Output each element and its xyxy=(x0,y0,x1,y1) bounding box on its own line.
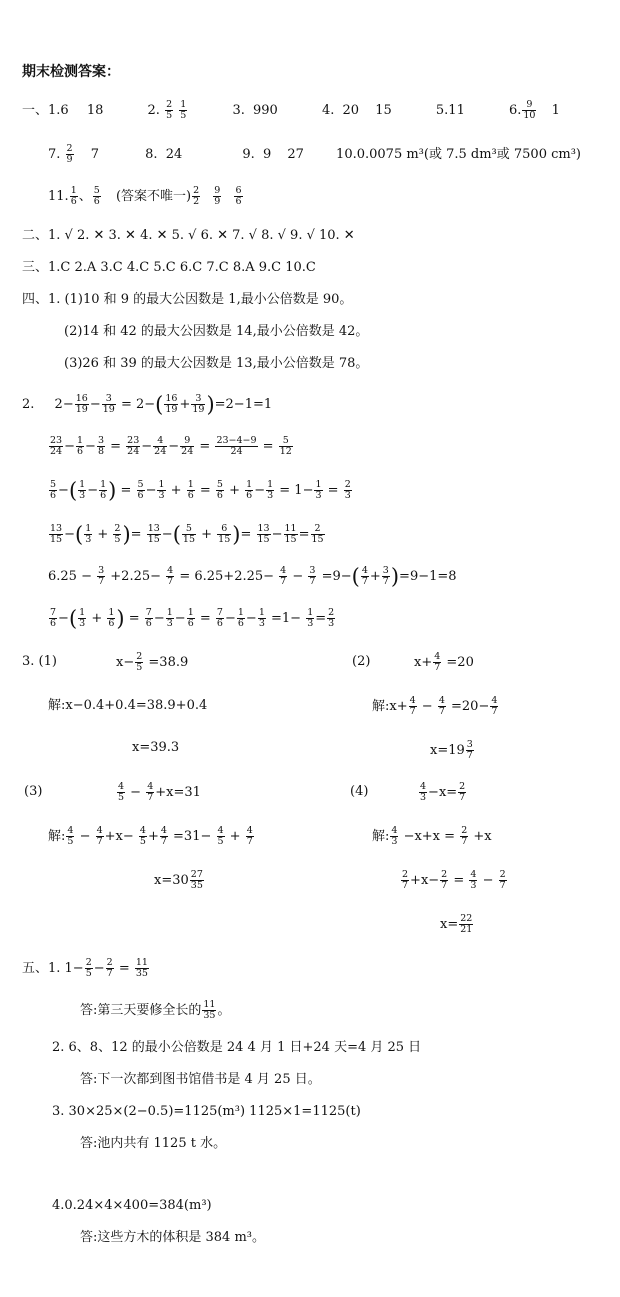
fraction: $\frac{4}{7}$ xyxy=(96,825,103,847)
fraction: $\frac{2}{5}$ xyxy=(114,523,121,545)
fraction: $\frac{4}{7}$ xyxy=(491,695,498,717)
section-5-answer-4: 答:这些方木的体积是 384 m³。 xyxy=(80,1230,265,1245)
fraction: $\frac{1}{6}$ xyxy=(77,435,84,457)
fraction: $\frac{3}{7}$ xyxy=(466,739,473,761)
fraction: $\frac{23}{24}$ xyxy=(127,435,140,457)
fraction: $\frac{6}{15}$ xyxy=(218,523,231,545)
fraction: $\frac{2}{7}$ xyxy=(499,869,506,891)
fraction: $\frac{2}{5}$ xyxy=(136,651,143,673)
parenthesis: ) xyxy=(108,478,117,503)
fraction: $\frac{2}{7}$ xyxy=(106,957,113,979)
eq2-label: (2) xyxy=(352,654,371,669)
fraction: $\frac{1}{6}$ xyxy=(237,607,244,629)
fraction: $\frac{1}{6}$ xyxy=(187,479,194,501)
parenthesis: ) xyxy=(390,564,400,589)
fraction: $\frac{2}{7}$ xyxy=(461,825,468,847)
fraction: $\frac{9}{24}$ xyxy=(181,435,194,457)
fraction: $\frac{2}{7}$ xyxy=(459,781,466,803)
eq1-step-1: 解:x−0.4+0.4=38.9+0.4 xyxy=(48,698,208,713)
fraction: $\frac{2}{3}$ xyxy=(328,607,335,629)
eq4-label: (4) xyxy=(350,784,369,799)
fraction: $\frac{7}{6}$ xyxy=(216,607,223,629)
section-5-answer-1: 答:第三天要修全长的 $\frac{11}{35}$ 。 xyxy=(80,999,231,1021)
section-5-answer-3: 答:池内共有 1125 t 水。 xyxy=(80,1136,227,1151)
fraction: $\frac{3}{8}$ xyxy=(97,435,104,457)
fraction: $\frac{13}{15}$ xyxy=(50,523,63,545)
fraction: $\frac{13}{15}$ xyxy=(257,523,270,545)
fraction: $\frac{16}{19}$ xyxy=(165,393,178,415)
fraction: $\frac{23-4-9}{24}$ xyxy=(216,435,257,457)
parenthesis: ( xyxy=(75,522,84,547)
parenthesis: ( xyxy=(68,606,78,631)
fraction: $\frac{2}{7}$ xyxy=(402,869,409,891)
fraction: $\frac{4}{5}$ xyxy=(217,825,224,847)
fraction: $\frac{11}{35}$ xyxy=(135,957,148,979)
fraction: $\frac{4}{7}$ xyxy=(160,825,167,847)
fraction: $\frac{3}{7}$ xyxy=(382,565,389,587)
fraction: $\frac{4}{7}$ xyxy=(147,781,154,803)
eq3-label: (3) xyxy=(24,784,43,799)
fraction: $\frac{1}{6}$ xyxy=(70,185,77,207)
fraction: $\frac{2}{9}$ xyxy=(66,143,73,165)
parenthesis: ( xyxy=(172,522,181,547)
fraction: $\frac{6}{6}$ xyxy=(235,185,242,207)
section-5-answer-2: 答:下一次都到图书馆借书是 4 月 25 日。 xyxy=(80,1072,321,1087)
fraction: $\frac{2}{15}$ xyxy=(311,523,324,545)
section-4-line-1: 四、1. (1)10 和 9 的最大公因数是 1,最小公倍数是 90。 xyxy=(22,292,353,307)
fraction: $\frac{22}{21}$ xyxy=(460,913,473,935)
fraction: $\frac{9}{10}$ xyxy=(523,99,536,121)
eq3: $\frac{4}{5}$ − $\frac{4}{7}$ +x=31 xyxy=(118,781,201,803)
parenthesis: ( xyxy=(155,392,164,417)
fraction: $\frac{3}{7}$ xyxy=(309,565,316,587)
page-title: 期末检测答案： xyxy=(22,64,120,80)
eq2: x+ $\frac{4}{7}$ =20 xyxy=(414,651,474,673)
fraction: $\frac{4}{5}$ xyxy=(139,825,146,847)
fraction: $\frac{5}{6}$ xyxy=(216,479,223,501)
fraction: $\frac{7}{6}$ xyxy=(145,607,152,629)
fraction: $\frac{27}{35}$ xyxy=(190,869,203,891)
fraction: $\frac{4}{7}$ xyxy=(438,695,445,717)
calc-row-6: $\frac{7}{6}$ −( $\frac{1}{3}$ + $\frac{1}{6}$ ) = $\frac{7}{6}$ − $\frac{1}{3}$ − $\frac{1}{6}$ = $\frac{7}{6}$ − $\frac{1}{6}$ − $\frac{1}{3}$ =1− $\frac{1}{3}$ = $\frac{2}{3}$ xyxy=(50,606,335,631)
fraction: $\frac{3}{19}$ xyxy=(192,393,205,415)
fraction: $\frac{1}{3}$ xyxy=(85,523,92,545)
fraction: $\frac{4}{7}$ xyxy=(246,825,253,847)
fraction: $\frac{16}{19}$ xyxy=(75,393,88,415)
section-1-row-1: 一、1.6 18 2. $\frac{2}{5}$ $\frac{1}{5}$ 3. 990 4. 20 15 5.11 6. $\frac{9}{10}$ 1 xyxy=(22,99,560,121)
fraction: $\frac{23}{24}$ xyxy=(50,435,63,457)
section-1-row-3: 11. $\frac{1}{6}$ 、 $\frac{5}{6}$ (答案不唯一) $\frac{2}{2}$ $\frac{9}{9}$ $\frac{6}{6}$ xyxy=(48,185,242,207)
eq2-step-1: 解:x+ $\frac{4}{7}$ − $\frac{4}{7}$ =20− $\frac{4}{7}$ xyxy=(372,695,498,717)
fraction: $\frac{1}{3}$ xyxy=(79,479,86,501)
fraction: $\frac{11}{35}$ xyxy=(203,999,216,1021)
fraction: $\frac{4}{3}$ xyxy=(470,869,477,891)
fraction: $\frac{1}{3}$ xyxy=(307,607,314,629)
parenthesis: ) xyxy=(232,522,241,547)
fraction: $\frac{2}{3}$ xyxy=(344,479,351,501)
fraction: $\frac{4}{3}$ xyxy=(420,781,427,803)
parenthesis: ( xyxy=(351,564,360,589)
fraction: $\frac{4}{7}$ xyxy=(167,565,174,587)
section-3: 三、1.C 2.A 3.C 4.C 5.C 6.C 7.C 8.A 9.C 10.C xyxy=(22,260,316,275)
eq1-label: 3. (1) xyxy=(22,654,57,669)
fraction: $\frac{1}{3}$ xyxy=(166,607,173,629)
section-5-p2: 2. 6、8、12 的最小公倍数是 24 4 月 1 日+24 天=4 月 25 日 xyxy=(52,1040,422,1055)
calc-row-4: $\frac{13}{15}$ −( $\frac{1}{3}$ + $\frac{2}{5}$ )= $\frac{13}{15}$ −( $\frac{5}{15}$ + $\frac{6}{15}$ )= $\frac{13}{15}$ − $\frac{11}{15}$ = $\frac{2}{15}$ xyxy=(50,522,324,547)
eq4-step-3: x= $\frac{22}{21}$ xyxy=(440,913,473,935)
section-2: 二、1. √ 2. ✕ 3. ✕ 4. ✕ 5. √ 6. ✕ 7. √ 8. √ 9. √ 10. ✕ xyxy=(22,228,355,243)
fraction: $\frac{1}{5}$ xyxy=(180,99,187,121)
calc-row-5: 6.25 − $\frac{3}{7}$ +2.25− $\frac{4}{7}$ = 6.25+2.25− $\frac{4}{7}$ − $\frac{3}{7}$ =9−( $\frac{4}{7}$ + $\frac{3}{7}$ )=9−1=8 xyxy=(48,564,457,589)
fraction: $\frac{13}{15}$ xyxy=(147,523,160,545)
calc-row-1: 2. 2− $\frac{16}{19}$ − $\frac{3}{19}$ = 2−( $\frac{16}{19}$ + $\frac{3}{19}$ )=2−1=1 xyxy=(22,392,273,417)
fraction: $\frac{11}{15}$ xyxy=(284,523,297,545)
fraction: $\frac{3}{19}$ xyxy=(102,393,115,415)
section-5-p4: 4.0.24×4×400=384(m³) xyxy=(52,1198,212,1213)
eq1: x− $\frac{2}{5}$ =38.9 xyxy=(116,651,189,673)
parenthesis: ) xyxy=(116,606,125,631)
fraction: $\frac{4}{24}$ xyxy=(154,435,167,457)
fraction: $\frac{1}{3}$ xyxy=(267,479,274,501)
fraction: $\frac{4}{7}$ xyxy=(361,565,368,587)
fraction: $\frac{7}{6}$ xyxy=(50,607,57,629)
fraction: $\frac{4}{7}$ xyxy=(409,695,416,717)
fraction: $\frac{2}{5}$ xyxy=(166,99,173,121)
fraction: $\frac{1}{3}$ xyxy=(79,607,86,629)
eq4: $\frac{4}{3}$ −x= $\frac{2}{7}$ xyxy=(420,781,466,803)
eq3-step-2: x=30 $\frac{27}{35}$ xyxy=(154,869,203,891)
section-4-line-3: (3)26 和 39 的最大公因数是 13,最小公倍数是 78。 xyxy=(64,356,369,371)
parenthesis: ) xyxy=(122,522,131,547)
fraction: $\frac{9}{9}$ xyxy=(214,185,221,207)
eq2-step-2: x=19 $\frac{3}{7}$ xyxy=(430,739,473,761)
eq4-step-2: $\frac{2}{7}$ +x− $\frac{2}{7}$ = $\frac{4}{3}$ − $\frac{2}{7}$ xyxy=(402,869,506,891)
fraction: $\frac{1}{6}$ xyxy=(187,607,194,629)
fraction: $\frac{2}{2}$ xyxy=(193,185,200,207)
fraction: $\frac{5}{6}$ xyxy=(50,479,57,501)
fraction: $\frac{1}{3}$ xyxy=(158,479,165,501)
fraction: $\frac{4}{3}$ xyxy=(391,825,398,847)
fraction: $\frac{1}{3}$ xyxy=(258,607,265,629)
eq1-step-2: x=39.3 xyxy=(132,740,180,755)
fraction: $\frac{5}{6}$ xyxy=(93,185,100,207)
section-5-p3: 3. 30×25×(2−0.5)=1125(m³) 1125×1=1125(t) xyxy=(52,1104,361,1119)
section-5-p1: 五、1. 1− $\frac{2}{5}$ − $\frac{2}{7}$ = $\frac{11}{35}$ xyxy=(22,957,148,979)
fraction: $\frac{1}{3}$ xyxy=(315,479,322,501)
calc-row-2: $\frac{23}{24}$ − $\frac{1}{6}$ − $\frac{3}{8}$ = $\frac{23}{24}$ − $\frac{4}{24}$ − $\frac{9}{24}$ = $\frac{23-4-9}{24}$ = $\frac{5}{12}$ xyxy=(50,435,292,457)
parenthesis: ) xyxy=(206,392,215,417)
fraction: $\frac{5}{12}$ xyxy=(279,435,292,457)
eq4-step-1: 解: $\frac{4}{3}$ −x+x = $\frac{2}{7}$ +x xyxy=(372,825,492,847)
parenthesis: ( xyxy=(68,478,78,503)
section-1-row-2: 7. $\frac{2}{9}$ 7 8. 24 9. 9 27 10.0.0075 m³(或 7.5 dm³或 7500 cm³) xyxy=(48,143,581,165)
eq3-step-1: 解: $\frac{4}{5}$ − $\frac{4}{7}$ +x− $\frac{4}{5}$ + $\frac{4}{7}$ =31− $\frac{4}{5}$ + $\frac{4}{7}$ xyxy=(48,825,253,847)
fraction: $\frac{4}{5}$ xyxy=(67,825,74,847)
fraction: $\frac{5}{6}$ xyxy=(137,479,144,501)
fraction: $\frac{4}{5}$ xyxy=(118,781,125,803)
fraction: $\frac{4}{7}$ xyxy=(434,651,441,673)
fraction: $\frac{4}{7}$ xyxy=(280,565,287,587)
fraction: $\frac{2}{7}$ xyxy=(441,869,448,891)
fraction: $\frac{1}{6}$ xyxy=(100,479,107,501)
fraction: $\frac{1}{6}$ xyxy=(108,607,115,629)
fraction: $\frac{1}{6}$ xyxy=(246,479,253,501)
fraction: $\frac{5}{15}$ xyxy=(182,523,195,545)
fraction: $\frac{2}{5}$ xyxy=(85,957,92,979)
section-4-line-2: (2)14 和 42 的最大公因数是 14,最小公倍数是 42。 xyxy=(64,324,369,339)
calc-row-3: $\frac{5}{6}$ −( $\frac{1}{3}$ − $\frac{1}{6}$ ) = $\frac{5}{6}$ − $\frac{1}{3}$ + $\frac{1}{6}$ = $\frac{5}{6}$ + $\frac{1}{6}$ − $\frac{1}{3}$ = 1− $\frac{1}{3}$ = $\frac{2}{3}$ xyxy=(50,478,351,503)
fraction: $\frac{3}{7}$ xyxy=(98,565,105,587)
